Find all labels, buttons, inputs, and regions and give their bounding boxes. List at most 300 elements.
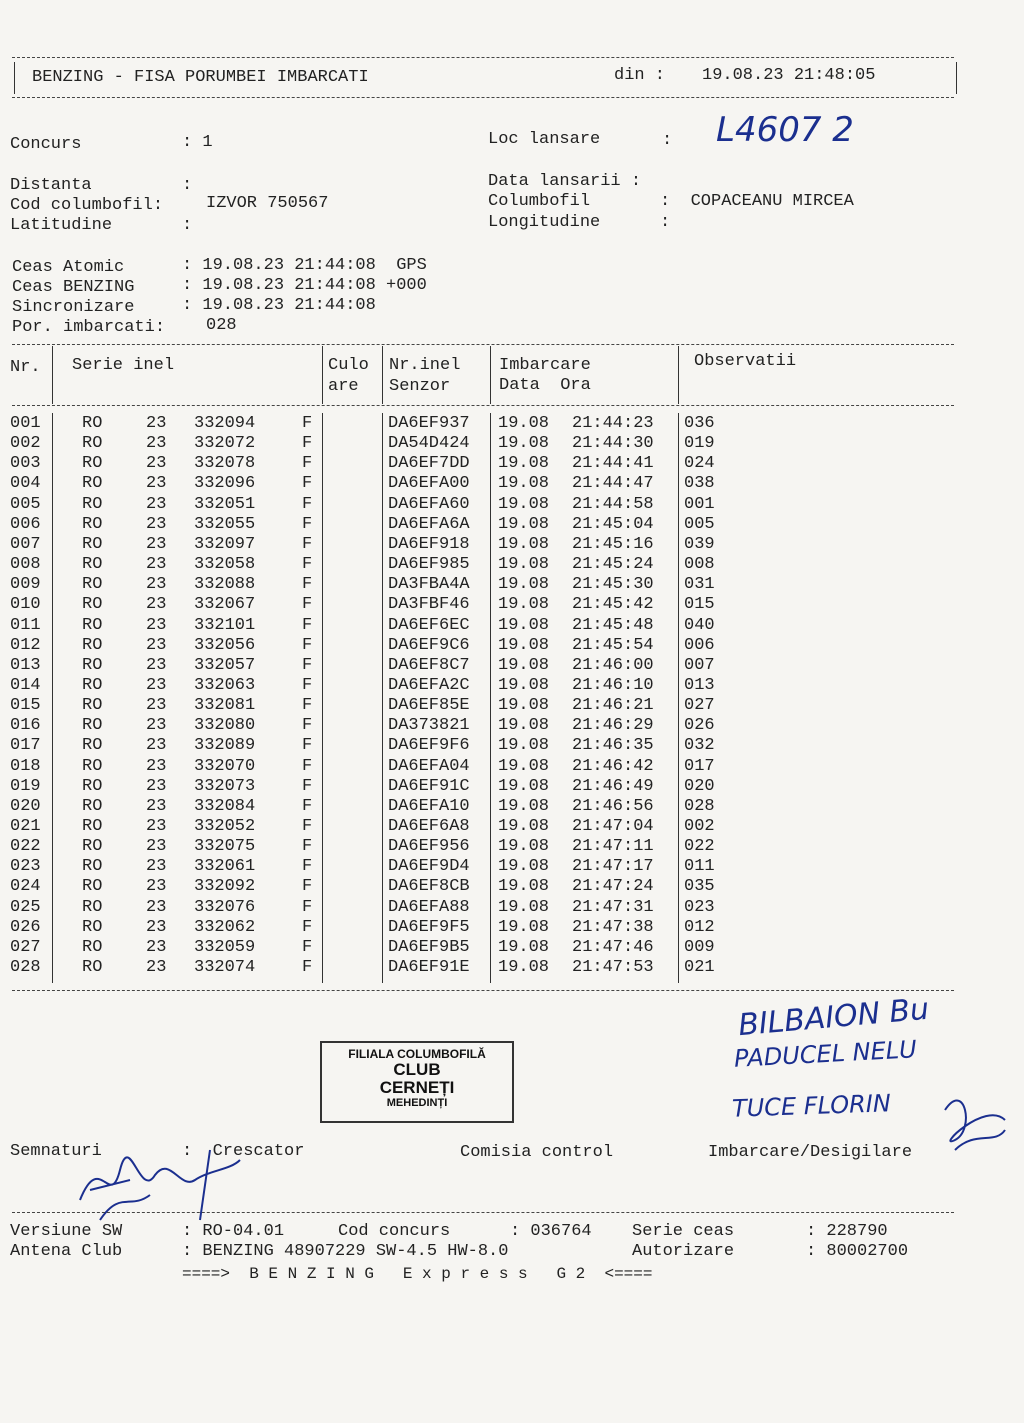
cell-an: 23: [146, 615, 167, 635]
cell-tara: RO: [82, 857, 103, 877]
cell-nr: 010: [10, 595, 41, 615]
cell-obs: 026: [684, 716, 715, 736]
cell-obs: 021: [684, 958, 715, 978]
col-divider: [678, 413, 679, 983]
cell-senzor: DA6EFA88: [388, 897, 470, 917]
cell-an: 23: [146, 696, 167, 716]
cell-data: 19.08: [498, 454, 550, 474]
cell-senzor: DA3FBA4A: [388, 575, 470, 595]
cell-an: 23: [146, 937, 167, 957]
cell-tara: RO: [82, 796, 103, 816]
col-header-imbarcare: Imbarcare: [499, 356, 591, 375]
col-header-senzor: Senzor: [389, 377, 451, 396]
cell-data: 19.08: [498, 817, 550, 836]
cell-obs: 011: [684, 857, 715, 877]
cell-ora: 21:45:24: [572, 555, 654, 575]
col-divider: [52, 346, 53, 404]
cell-senzor: DA6EFA60: [388, 494, 470, 514]
cell-serie: 332067: [194, 595, 256, 615]
stamp-line-4: MEHEDINȚI: [386, 1097, 448, 1109]
cell-sex: F: [302, 756, 313, 776]
distanta-sep: :: [182, 176, 193, 195]
cell-senzor: DA6EFA04: [388, 756, 470, 776]
cell-data: 19.08: [498, 937, 550, 957]
serie-ceas-label: Serie ceas: [632, 1222, 735, 1241]
cell-tara: RO: [82, 534, 103, 554]
col-header-data-ora: Data Ora: [499, 376, 591, 395]
cell-an: 23: [146, 474, 167, 494]
cell-serie: 332084: [194, 796, 256, 816]
cell-obs: 019: [684, 434, 715, 454]
cell-sex: F: [302, 796, 313, 816]
cell-senzor: DA6EF956: [388, 837, 470, 857]
cell-an: 23: [146, 917, 167, 937]
cell-ora: 21:46:29: [572, 716, 654, 736]
doc-title: BENZING - FISA PORUMBEI IMBARCATI: [32, 68, 369, 87]
cell-tara: RO: [82, 474, 103, 494]
cell-tara: RO: [82, 514, 103, 534]
cell-ora: 21:47:31: [572, 897, 654, 917]
cell-data: 19.08: [498, 716, 550, 736]
cell-obs: 028: [684, 796, 715, 816]
cell-data: 19.08: [498, 615, 550, 635]
cell-tara: RO: [82, 937, 103, 957]
cell-obs: 022: [684, 837, 715, 857]
columbofil-label: Columbofil: [488, 192, 591, 211]
cell-data: 19.08: [498, 796, 550, 816]
cell-tara: RO: [82, 555, 103, 575]
antena-label: Antena Club: [10, 1242, 123, 1261]
cell-sex: F: [302, 575, 313, 595]
cell-obs: 002: [684, 817, 715, 836]
cell-obs: 036: [684, 414, 715, 433]
cell-an: 23: [146, 837, 167, 857]
cell-an: 23: [146, 414, 167, 433]
col-header-are: are: [328, 377, 359, 396]
cell-serie: 332092: [194, 877, 256, 897]
cell-serie: 332052: [194, 817, 256, 836]
cell-tara: RO: [82, 736, 103, 756]
loc-lansare-handwritten: L4607 2: [716, 110, 854, 150]
cell-an: 23: [146, 796, 167, 816]
col-header-nr: Nr.: [10, 358, 41, 377]
cell-an: 23: [146, 736, 167, 756]
cell-data: 19.08: [498, 635, 550, 655]
cell-data: 19.08: [498, 877, 550, 897]
cell-ora: 21:47:17: [572, 857, 654, 877]
cell-nr: 020: [10, 796, 41, 816]
cell-tara: RO: [82, 696, 103, 716]
footer-top-border: [12, 1212, 954, 1213]
cell-senzor: DA6EF937: [388, 414, 470, 433]
loc-lansare-label: Loc lansare: [488, 130, 601, 149]
cell-sex: F: [302, 655, 313, 675]
cell-ora: 21:44:30: [572, 434, 654, 454]
cell-obs: 001: [684, 494, 715, 514]
din-label: din :: [614, 66, 666, 85]
cell-nr: 019: [10, 776, 41, 796]
cell-tara: RO: [82, 756, 103, 776]
cell-senzor: DA6EF85E: [388, 696, 470, 716]
cell-sex: F: [302, 817, 313, 836]
cell-an: 23: [146, 675, 167, 695]
cell-data: 19.08: [498, 897, 550, 917]
cell-ora: 21:44:23: [572, 414, 654, 433]
cell-sex: F: [302, 837, 313, 857]
longitudine-label: Longitudine: [488, 213, 601, 232]
cell-data: 19.08: [498, 595, 550, 615]
latitudine-label: Latitudine: [10, 216, 113, 235]
cell-senzor: DA6EF918: [388, 534, 470, 554]
header-bottom-border: [12, 97, 954, 98]
cell-obs: 023: [684, 897, 715, 917]
cell-senzor: DA6EF9D4: [388, 857, 470, 877]
cell-serie: 332096: [194, 474, 256, 494]
serie-ceas-value: : 228790: [806, 1222, 888, 1241]
cell-tara: RO: [82, 776, 103, 796]
cell-sex: F: [302, 595, 313, 615]
cell-senzor: DA3FBF46: [388, 595, 470, 615]
cell-obs: 038: [684, 474, 715, 494]
ceas-benzing-label: Ceas BENZING: [12, 278, 135, 297]
cell-nr: 027: [10, 937, 41, 957]
cell-an: 23: [146, 857, 167, 877]
cell-serie: 332063: [194, 675, 256, 695]
cell-ora: 21:45:16: [572, 534, 654, 554]
stamp-line-2: CLUB: [393, 1060, 441, 1079]
cell-obs: 032: [684, 736, 715, 756]
cell-tara: RO: [82, 675, 103, 695]
cell-sex: F: [302, 514, 313, 534]
cell-an: 23: [146, 958, 167, 978]
cell-tara: RO: [82, 877, 103, 897]
cell-an: 23: [146, 877, 167, 897]
longitudine-sep: :: [660, 213, 671, 232]
cell-ora: 21:46:10: [572, 675, 654, 695]
por-imbarcati-value: 028: [206, 316, 237, 335]
cell-serie: 332074: [194, 958, 256, 978]
cell-serie: 332056: [194, 635, 256, 655]
cell-an: 23: [146, 514, 167, 534]
crescator-label: : Crescator: [182, 1142, 305, 1161]
cell-ora: 21:47:11: [572, 837, 654, 857]
cell-sex: F: [302, 736, 313, 756]
cell-senzor: DA6EF91E: [388, 958, 470, 978]
cell-senzor: DA6EF7DD: [388, 454, 470, 474]
cell-data: 19.08: [498, 655, 550, 675]
cell-sex: F: [302, 474, 313, 494]
cell-serie: 332055: [194, 514, 256, 534]
cod-concurs-value: : 036764: [510, 1222, 592, 1241]
stamp-line-3: CERNEȚI: [379, 1078, 455, 1097]
semnaturi-label: Semnaturi: [10, 1142, 102, 1161]
cell-senzor: DA6EF6A8: [388, 817, 470, 836]
header-left-border: [14, 62, 15, 94]
cell-serie: 332097: [194, 534, 256, 554]
cell-data: 19.08: [498, 776, 550, 796]
express-banner: ====> B E N Z I N G E x p r e s s G 2 <====: [182, 1265, 653, 1283]
cell-sex: F: [302, 414, 313, 433]
cod-concurs-label: Cod concurs: [338, 1222, 451, 1241]
cell-senzor: DA6EF8C7: [388, 655, 470, 675]
cell-obs: 008: [684, 555, 715, 575]
cell-ora: 21:45:48: [572, 615, 654, 635]
sincronizare-label: Sincronizare: [12, 298, 135, 317]
cell-tara: RO: [82, 434, 103, 454]
cell-tara: RO: [82, 494, 103, 514]
cell-serie: 332059: [194, 937, 256, 957]
latitudine-sep: :: [182, 216, 193, 235]
cell-ora: 21:46:35: [572, 736, 654, 756]
cell-serie: 332088: [194, 575, 256, 595]
cell-obs: 024: [684, 454, 715, 474]
cell-ora: 21:46:49: [572, 776, 654, 796]
cell-an: 23: [146, 635, 167, 655]
autorizare-label: Autorizare: [632, 1242, 735, 1261]
cell-senzor: DA6EFA00: [388, 474, 470, 494]
cell-an: 23: [146, 655, 167, 675]
cell-data: 19.08: [498, 434, 550, 454]
cell-ora: 21:46:00: [572, 655, 654, 675]
cell-obs: 039: [684, 534, 715, 554]
cell-ora: 21:46:56: [572, 796, 654, 816]
cell-sex: F: [302, 776, 313, 796]
table-header-border: [12, 405, 954, 406]
distanta-label: Distanta: [10, 176, 92, 195]
cell-serie: 332094: [194, 414, 256, 433]
cell-serie: 332081: [194, 696, 256, 716]
cell-ora: 21:45:04: [572, 514, 654, 534]
cell-obs: 017: [684, 756, 715, 776]
cell-nr: 016: [10, 716, 41, 736]
cell-an: 23: [146, 595, 167, 615]
col-divider: [382, 346, 383, 404]
cell-nr: 005: [10, 494, 41, 514]
comisia-label: Comisia control: [460, 1143, 614, 1162]
col-divider: [678, 346, 679, 404]
cell-sex: F: [302, 877, 313, 897]
cell-an: 23: [146, 494, 167, 514]
cell-senzor: DA6EFA6A: [388, 514, 470, 534]
handwritten-name-1: BILBAION Bu: [736, 991, 931, 1044]
imbarcare-desigilare-label: Imbarcare/Desigilare: [708, 1143, 913, 1162]
cell-data: 19.08: [498, 494, 550, 514]
columbofil-value: : COPACEANU MIRCEA: [660, 192, 854, 211]
cell-nr: 009: [10, 575, 41, 595]
cell-senzor: DA6EF9F6: [388, 736, 470, 756]
cell-serie: 332072: [194, 434, 256, 454]
cell-data: 19.08: [498, 756, 550, 776]
cell-senzor: DA6EF91C: [388, 776, 470, 796]
cell-nr: 021: [10, 817, 41, 836]
din-value: 19.08.23 21:48:05: [702, 66, 876, 85]
stamp-line-1: FILIALA COLUMBOFILĂ: [348, 1047, 486, 1061]
data-lansarii-label: Data lansarii :: [488, 172, 642, 191]
cell-data: 19.08: [498, 575, 550, 595]
cell-tara: RO: [82, 575, 103, 595]
col-header-culo: Culo: [328, 356, 369, 375]
cell-obs: 020: [684, 776, 715, 796]
cell-sex: F: [302, 454, 313, 474]
cell-sex: F: [302, 917, 313, 937]
cell-serie: 332070: [194, 756, 256, 776]
cell-nr: 018: [10, 756, 41, 776]
table-top-border: [12, 344, 954, 345]
col-header-serie: Serie inel: [72, 356, 175, 375]
cell-nr: 028: [10, 958, 41, 978]
cell-serie: 332051: [194, 494, 256, 514]
cell-sex: F: [302, 675, 313, 695]
cell-nr: 008: [10, 555, 41, 575]
versiune-value: : RO-04.01: [182, 1222, 285, 1241]
club-stamp: [320, 1041, 514, 1123]
cell-data: 19.08: [498, 675, 550, 695]
cell-obs: 012: [684, 917, 715, 937]
cell-an: 23: [146, 434, 167, 454]
autorizare-value: : 80002700: [806, 1242, 909, 1261]
cell-nr: 022: [10, 837, 41, 857]
cell-ora: 21:45:54: [572, 635, 654, 655]
cell-ora: 21:44:47: [572, 474, 654, 494]
antena-value: : BENZING 48907229 SW-4.5 HW-8.0: [182, 1242, 509, 1261]
cell-data: 19.08: [498, 958, 550, 978]
cell-ora: 21:46:21: [572, 696, 654, 716]
cell-tara: RO: [82, 595, 103, 615]
cell-serie: 332080: [194, 716, 256, 736]
cell-data: 19.08: [498, 857, 550, 877]
cell-sex: F: [302, 555, 313, 575]
cell-data: 19.08: [498, 555, 550, 575]
col-header-observatii: Observatii: [694, 352, 797, 371]
ceas-atomic-value: : 19.08.23 21:44:08 GPS: [182, 256, 427, 275]
cell-sex: F: [302, 615, 313, 635]
cell-data: 19.08: [498, 414, 550, 433]
cell-an: 23: [146, 776, 167, 796]
cell-obs: 015: [684, 595, 715, 615]
cell-nr: 006: [10, 514, 41, 534]
cell-tara: RO: [82, 917, 103, 937]
table-bottom-border: [12, 990, 954, 991]
cell-nr: 007: [10, 534, 41, 554]
ceas-atomic-label: Ceas Atomic: [12, 258, 125, 277]
cell-obs: 009: [684, 937, 715, 957]
cell-senzor: DA6EF985: [388, 555, 470, 575]
cell-senzor: DA6EF9F5: [388, 917, 470, 937]
cell-obs: 013: [684, 675, 715, 695]
sincronizare-value: : 19.08.23 21:44:08: [182, 296, 376, 315]
cell-serie: 332073: [194, 776, 256, 796]
cell-serie: 332075: [194, 837, 256, 857]
cell-nr: 012: [10, 635, 41, 655]
cell-sex: F: [302, 937, 313, 957]
cell-an: 23: [146, 555, 167, 575]
cell-serie: 332058: [194, 555, 256, 575]
col-divider: [490, 413, 491, 983]
cell-senzor: DA54D424: [388, 434, 470, 454]
cell-nr: 001: [10, 414, 41, 433]
cell-sex: F: [302, 857, 313, 877]
cell-an: 23: [146, 897, 167, 917]
cell-nr: 004: [10, 474, 41, 494]
cell-nr: 013: [10, 655, 41, 675]
cell-nr: 002: [10, 434, 41, 454]
col-divider: [322, 413, 323, 983]
cell-senzor: DA6EF6EC: [388, 615, 470, 635]
cell-sex: F: [302, 696, 313, 716]
cell-nr: 023: [10, 857, 41, 877]
cell-senzor: DA6EFA10: [388, 796, 470, 816]
cell-tara: RO: [82, 454, 103, 474]
cell-serie: 332101: [194, 615, 256, 635]
cell-data: 19.08: [498, 736, 550, 756]
cell-serie: 332061: [194, 857, 256, 877]
col-divider: [322, 346, 323, 404]
cell-an: 23: [146, 534, 167, 554]
cod-columbofil-value: IZVOR 750567: [206, 194, 329, 213]
cell-senzor: DA6EF9C6: [388, 635, 470, 655]
por-imbarcati-label: Por. imbarcati:: [12, 318, 166, 337]
cell-an: 23: [146, 575, 167, 595]
cell-sex: F: [302, 897, 313, 917]
cell-obs: 007: [684, 655, 715, 675]
header-top-border: [12, 57, 954, 58]
cell-serie: 332078: [194, 454, 256, 474]
cell-nr: 003: [10, 454, 41, 474]
col-header-nrinel: Nr.inel: [389, 356, 461, 375]
cell-nr: 015: [10, 696, 41, 716]
col-divider: [382, 413, 383, 983]
concurs-label: Concurs: [10, 135, 82, 154]
cell-ora: 21:44:58: [572, 494, 654, 514]
cell-nr: 014: [10, 675, 41, 695]
cell-nr: 017: [10, 736, 41, 756]
cell-an: 23: [146, 454, 167, 474]
cell-nr: 011: [10, 615, 41, 635]
cell-nr: 026: [10, 917, 41, 937]
loc-lansare-sep: :: [662, 131, 673, 150]
cell-nr: 024: [10, 877, 41, 897]
cell-senzor: DA6EF8CB: [388, 877, 470, 897]
cell-tara: RO: [82, 414, 103, 433]
cell-tara: RO: [82, 635, 103, 655]
cell-sex: F: [302, 434, 313, 454]
cell-sex: F: [302, 534, 313, 554]
cell-ora: 21:47:04: [572, 817, 654, 836]
cell-ora: 21:44:41: [572, 454, 654, 474]
cell-data: 19.08: [498, 534, 550, 554]
cell-senzor: DA6EF9B5: [388, 937, 470, 957]
cell-tara: RO: [82, 655, 103, 675]
cell-obs: 006: [684, 635, 715, 655]
concurs-value: : 1: [182, 133, 213, 152]
cell-tara: RO: [82, 958, 103, 978]
cell-an: 23: [146, 817, 167, 836]
cod-columbofil-label: Cod columbofil:: [10, 196, 164, 215]
col-divider: [490, 346, 491, 404]
cell-tara: RO: [82, 615, 103, 635]
cell-tara: RO: [82, 716, 103, 736]
cell-ora: 21:46:42: [572, 756, 654, 776]
col-divider: [52, 413, 53, 983]
cell-tara: RO: [82, 837, 103, 857]
cell-obs: 005: [684, 514, 715, 534]
cell-senzor: DA6EFA2C: [388, 675, 470, 695]
header-right-border: [956, 62, 957, 94]
cell-ora: 21:47:53: [572, 958, 654, 978]
cell-data: 19.08: [498, 837, 550, 857]
cell-an: 23: [146, 756, 167, 776]
cell-ora: 21:47:38: [572, 917, 654, 937]
